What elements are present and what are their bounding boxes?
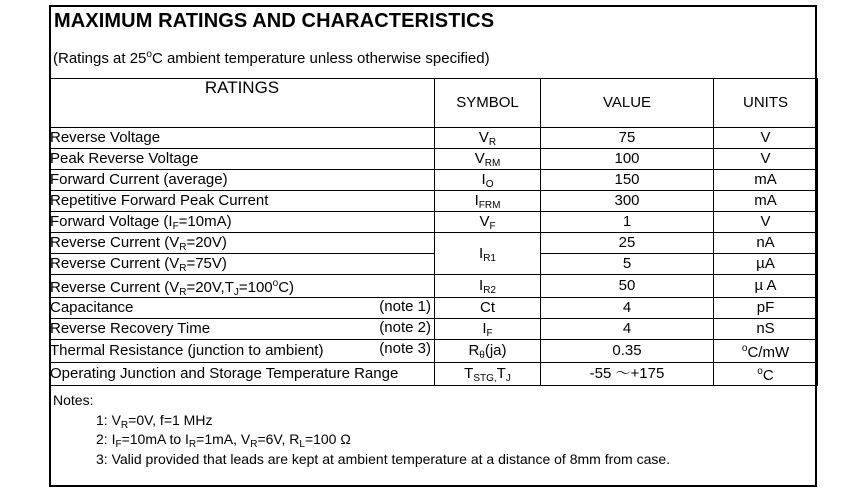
value-cell: 25 [541, 233, 714, 254]
rating-cell: Repetitive Forward Peak Current [50, 191, 435, 212]
rating-cell: Thermal Resistance (junction to ambient) (note 3) [50, 340, 435, 363]
rating-cell: Capacitance (note 1) [50, 298, 435, 319]
symbol-cell: $R_\theta(ja)$ [435, 340, 541, 363]
header-symbol: SYMBOL [435, 79, 541, 128]
rating-cell: Reverse Current $(V_R=75V)$ [50, 254, 435, 275]
unit-cell: µA [714, 254, 818, 275]
table-header-row [50, 79, 818, 128]
value-cell: 50 [541, 275, 714, 298]
notes-section [53, 391, 670, 469]
table-row [50, 254, 818, 275]
unit-cell: $^o$C [714, 363, 818, 386]
rating-cell: Reverse Recovery Time (note 2) [50, 319, 435, 340]
symbol-cell: $V_R$ [435, 128, 541, 149]
ratings-table [49, 78, 818, 386]
symbol-cell: $I_{FRM}$ [435, 191, 541, 212]
value-cell: 75 [541, 128, 714, 149]
table-row [50, 212, 818, 233]
unit-cell: V [714, 212, 818, 233]
note-2: 2: $I_F=10mA$ to $I_R=1mA$, $V_R=6V$, $R_L=100$ Ω [96, 431, 351, 450]
symbol-cell: $I_{R1}$ [435, 233, 541, 275]
unit-cell: µ A [714, 275, 818, 298]
note-3: 3: Valid provided that leads are kept at ambient temperature at a distance of 8mm from case. [96, 450, 671, 467]
value-cell: 150 [541, 170, 714, 191]
unit-cell: mA [714, 170, 818, 191]
table-row [50, 275, 818, 298]
note-1: 1: $V_R=0V$, f=1 MHz [96, 411, 213, 431]
value-cell: 1 [541, 212, 714, 233]
table-row [50, 149, 818, 170]
symbol-cell: $I_{R2}$ [435, 275, 541, 298]
table-row [50, 298, 818, 319]
header-units: UNITS [714, 79, 818, 128]
table-row [50, 340, 818, 363]
note-ref: (note 2) [379, 319, 431, 336]
rating-cell: Reverse Voltage [50, 128, 435, 149]
table-row [50, 191, 818, 212]
rating-cell: Forward Voltage $(I_F=10mA)$ [50, 212, 435, 233]
page-title: MAXIMUM RATINGS AND CHARACTERISTICS [54, 10, 495, 32]
rating-cell: Reverse Current $(V_R=20V)$ [50, 233, 435, 254]
value-cell: 5 [541, 254, 714, 275]
note-ref: (note 3) [379, 340, 431, 357]
unit-cell: nS [714, 319, 818, 340]
value-cell: 4 [541, 298, 714, 319]
symbol-cell: $I_F$ [435, 319, 541, 340]
symbol-cell: $I_O$ [435, 170, 541, 191]
unit-cell: $^o$C/mW [714, 340, 818, 363]
header-value: VALUE [541, 79, 714, 128]
unit-cell: nA [714, 233, 818, 254]
table-row [50, 170, 818, 191]
page-subtitle: (Ratings at 25$^o$C ambient temperature unless otherwise specified) [53, 49, 490, 67]
rating-cell: Forward Current (average) [50, 170, 435, 191]
table-row [50, 233, 818, 254]
unit-cell: V [714, 128, 818, 149]
unit-cell: pF [714, 298, 818, 319]
unit-cell: mA [714, 191, 818, 212]
rating-cell: Operating Junction and Storage Temperature Range [50, 363, 435, 386]
header-ratings: RATINGS [50, 79, 435, 128]
value-cell: 4 [541, 319, 714, 340]
note-ref: (note 1) [379, 298, 431, 315]
rating-cell: Reverse Current $(V_R=20V,T_J=100^oC)$ [50, 275, 435, 298]
unit-cell: V [714, 149, 818, 170]
ratings-sheet [49, 5, 817, 487]
value-cell: 0.35 [541, 340, 714, 363]
notes-label: Notes: [53, 392, 94, 408]
table-row [50, 319, 818, 340]
table-row [50, 363, 818, 386]
rating-cell: Peak Reverse Voltage [50, 149, 435, 170]
symbol-cell: Ct [435, 298, 541, 319]
symbol-cell: $V_F$ [435, 212, 541, 233]
table-row [50, 128, 818, 149]
value-cell: 100 [541, 149, 714, 170]
value-cell: 300 [541, 191, 714, 212]
symbol-cell: $V_{RM}$ [435, 149, 541, 170]
value-cell: -55 ～+175 [541, 363, 714, 386]
symbol-cell: $T_{STG,}T_J$ [435, 363, 541, 386]
